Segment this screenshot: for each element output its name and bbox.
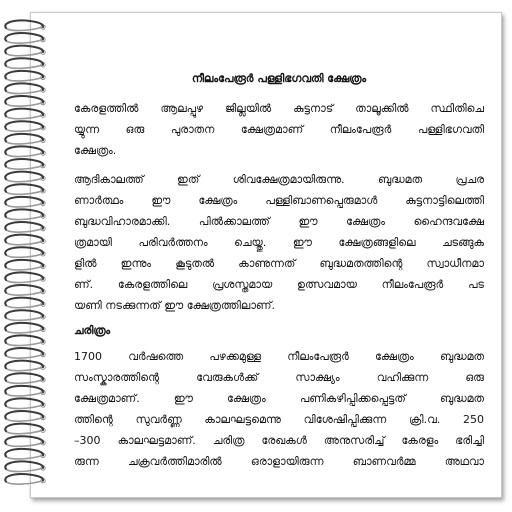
- spiral-ring: [5, 83, 43, 91]
- spiral-ring: [5, 172, 43, 180]
- spiral-ring-back: [6, 342, 43, 346]
- spiral-ring-back: [6, 191, 43, 195]
- spiral-ring-back: [6, 418, 43, 422]
- spiral-ring-back: [6, 216, 43, 220]
- spiral-ring-back: [6, 241, 43, 245]
- spiral-ring-back: [6, 140, 43, 144]
- spiral-ring: [5, 398, 43, 406]
- document-title: നീലംപേരൂർ പള്ളിഭഗവതി ക്ഷേത്രം: [191, 72, 367, 85]
- spiral-ring: [5, 209, 43, 217]
- text-line: യ്യുന്ന ഒരു പുരാതന ക്ഷേത്രമാണ് നീലംപേരൂർ പള്ളിഭഗവതി: [74, 123, 484, 136]
- spiral-ring-back: [6, 65, 43, 69]
- spiral-ring-back: [6, 443, 43, 447]
- text-line: ക്ഷേത്രം.: [74, 144, 117, 157]
- spiral-ring: [5, 197, 43, 205]
- spiral-ring: [5, 184, 43, 192]
- text-line: ണാർത്ഥം ഈ ക്ഷേത്രം പള്ളിബാണപ്പെരുമാൾ കുട്ടനാട്ടിലെത്തി: [74, 194, 484, 207]
- text-line: ആദികാലത്ത് ഇത് ശിവക്ഷേത്രമായിരുന്നു. ബുദ്ധമത പ്രചര: [74, 173, 484, 186]
- spiral-ring: [5, 361, 43, 369]
- spiral-ring: [5, 222, 43, 230]
- spiral-ring-back: [6, 254, 43, 258]
- spiral-ring-back: [6, 27, 43, 31]
- spiral-ring-back: [6, 77, 43, 81]
- spiral-ring: [5, 260, 43, 268]
- text-line: ബുദ്ധവിഹാരമാക്കി. പിൽക്കാലത്ത് ഈ ക്ഷേത്രം ഹൈന്ദവക്ഷേ: [74, 215, 484, 228]
- spiral-ring-back: [6, 481, 43, 485]
- history-paragraph: [74, 346, 484, 472]
- spiral-ring: [5, 285, 43, 293]
- spiral-ring: [5, 335, 43, 343]
- text-line: ത്രമായി പരിവർത്തനം ചെയ്തു. ഈ ക്ഷേത്രങ്ങളിലെ ചടങ്ങുക: [74, 236, 484, 249]
- spiral-ring: [5, 134, 43, 142]
- spiral-ring-back: [6, 329, 43, 333]
- spiral-ring-back: [6, 430, 43, 434]
- spiral-ring: [5, 71, 43, 79]
- spiral-ring-back: [6, 266, 43, 270]
- spiral-ring-back: [6, 178, 43, 182]
- spiral-ring-back: [6, 355, 43, 359]
- text-line: കേരളത്തിൽ ആലപ്പുഴ ജില്ലയിൽ കുട്ടനാട് താലൂക്കിൽ സ്ഥിതിചെ: [74, 102, 484, 115]
- spiral-ring-back: [6, 229, 43, 233]
- text-line: 1700 വർഷത്തെ പഴക്കമുള്ള നീലംപേരൂർ ക്ഷേത്രം ബുദ്ധമത: [74, 350, 484, 363]
- spiral-ring: [5, 373, 43, 381]
- spiral-binding-icon: [0, 0, 60, 512]
- spiral-ring: [5, 310, 43, 318]
- spiral-ring: [5, 159, 43, 167]
- spiral-ring-back: [6, 203, 43, 207]
- spiral-ring: [5, 474, 43, 482]
- spiral-ring-back: [6, 405, 43, 409]
- spiral-ring: [5, 109, 43, 117]
- spiral-ring: [5, 449, 43, 457]
- spiral-ring: [5, 247, 43, 255]
- spiral-ring: [5, 298, 43, 306]
- text-line: ണ്. കേരളത്തിലെ പ്രശസ്തമായ ഉത്സവമായ നീലംപേരൂർ പട: [74, 278, 484, 291]
- spiral-ring-back: [6, 40, 43, 44]
- text-line: രുന്ന ചക്രവർത്തിമാരിൽ ഒരാളായിരുന്ന ബാണവർമ്മ അഥവാ: [74, 455, 484, 468]
- spiral-ring: [5, 461, 43, 469]
- spiral-ring-back: [6, 279, 43, 283]
- spiral-ring-back: [6, 153, 43, 157]
- spiral-ring-back: [6, 103, 43, 107]
- intro-paragraph: [74, 98, 484, 161]
- spiral-ring-back: [6, 317, 43, 321]
- spiral-ring-back: [6, 367, 43, 371]
- text-line: യണി നടക്കുന്നത് ഈ ക്ഷേത്രത്തിലാണ്.: [74, 299, 275, 312]
- spiral-ring: [5, 121, 43, 129]
- spiral-ring: [5, 33, 43, 41]
- spiral-ring-back: [6, 468, 43, 472]
- spiral-ring-back: [6, 166, 43, 170]
- spiral-ring: [5, 272, 43, 280]
- spiral-ring: [5, 323, 43, 331]
- spiral-ring-back: [6, 90, 43, 94]
- spiral-ring-back: [6, 304, 43, 308]
- spiral-ring: [5, 348, 43, 356]
- text-line: ത്തിന്റെ സുവർണ്ണ കാലഘട്ടമെന്നു വിശേഷിപ്പിക്കുന്ന ക്രി.വ. 250: [74, 413, 484, 426]
- spiral-ring: [5, 436, 43, 444]
- spiral-ring: [5, 46, 43, 54]
- spiral-ring: [5, 20, 43, 28]
- text-line: –300 കാലഘട്ടമാണ്. ചരിത്ര രേഖകൾ അനുസരിച്ച് കേരളം ഭരിച്ചി: [74, 434, 484, 447]
- text-line: സംസ്കാരത്തിന്റെ വേരുകൾക്ക് സാക്ഷ്യം വഹിക്കുന്ന ഒരു: [74, 371, 484, 384]
- document-body: [74, 72, 484, 480]
- text-line: ക്ഷേത്രമാണ്. ഈ ക്ഷേത്രം പണികഴിപ്പിക്കപ്പെട്ടത് ബുദ്ധമത: [74, 392, 484, 405]
- history-intro-paragraph: [74, 169, 484, 316]
- spiral-ring-back: [6, 455, 43, 459]
- spiral-ring-back: [6, 115, 43, 119]
- spiral-ring: [5, 411, 43, 419]
- spiral-ring: [5, 146, 43, 154]
- spiral-ring-back: [6, 52, 43, 56]
- spiral-ring: [5, 235, 43, 243]
- spiral-ring-back: [6, 392, 43, 396]
- spiral-ring: [5, 58, 43, 66]
- spiral-ring: [5, 96, 43, 104]
- spiral-ring: [5, 424, 43, 432]
- spiral-ring-back: [6, 292, 43, 296]
- spiral-ring: [5, 386, 43, 394]
- text-line: ളിൽ ഇന്നും കൂടുതൽ കാണുന്നത് ബുദ്ധമതത്തിന്റെ സ്വാധീനമാ: [74, 257, 484, 270]
- section-heading: ചരിത്രം: [74, 324, 111, 337]
- spiral-ring-back: [6, 128, 43, 132]
- spiral-ring-back: [6, 380, 43, 384]
